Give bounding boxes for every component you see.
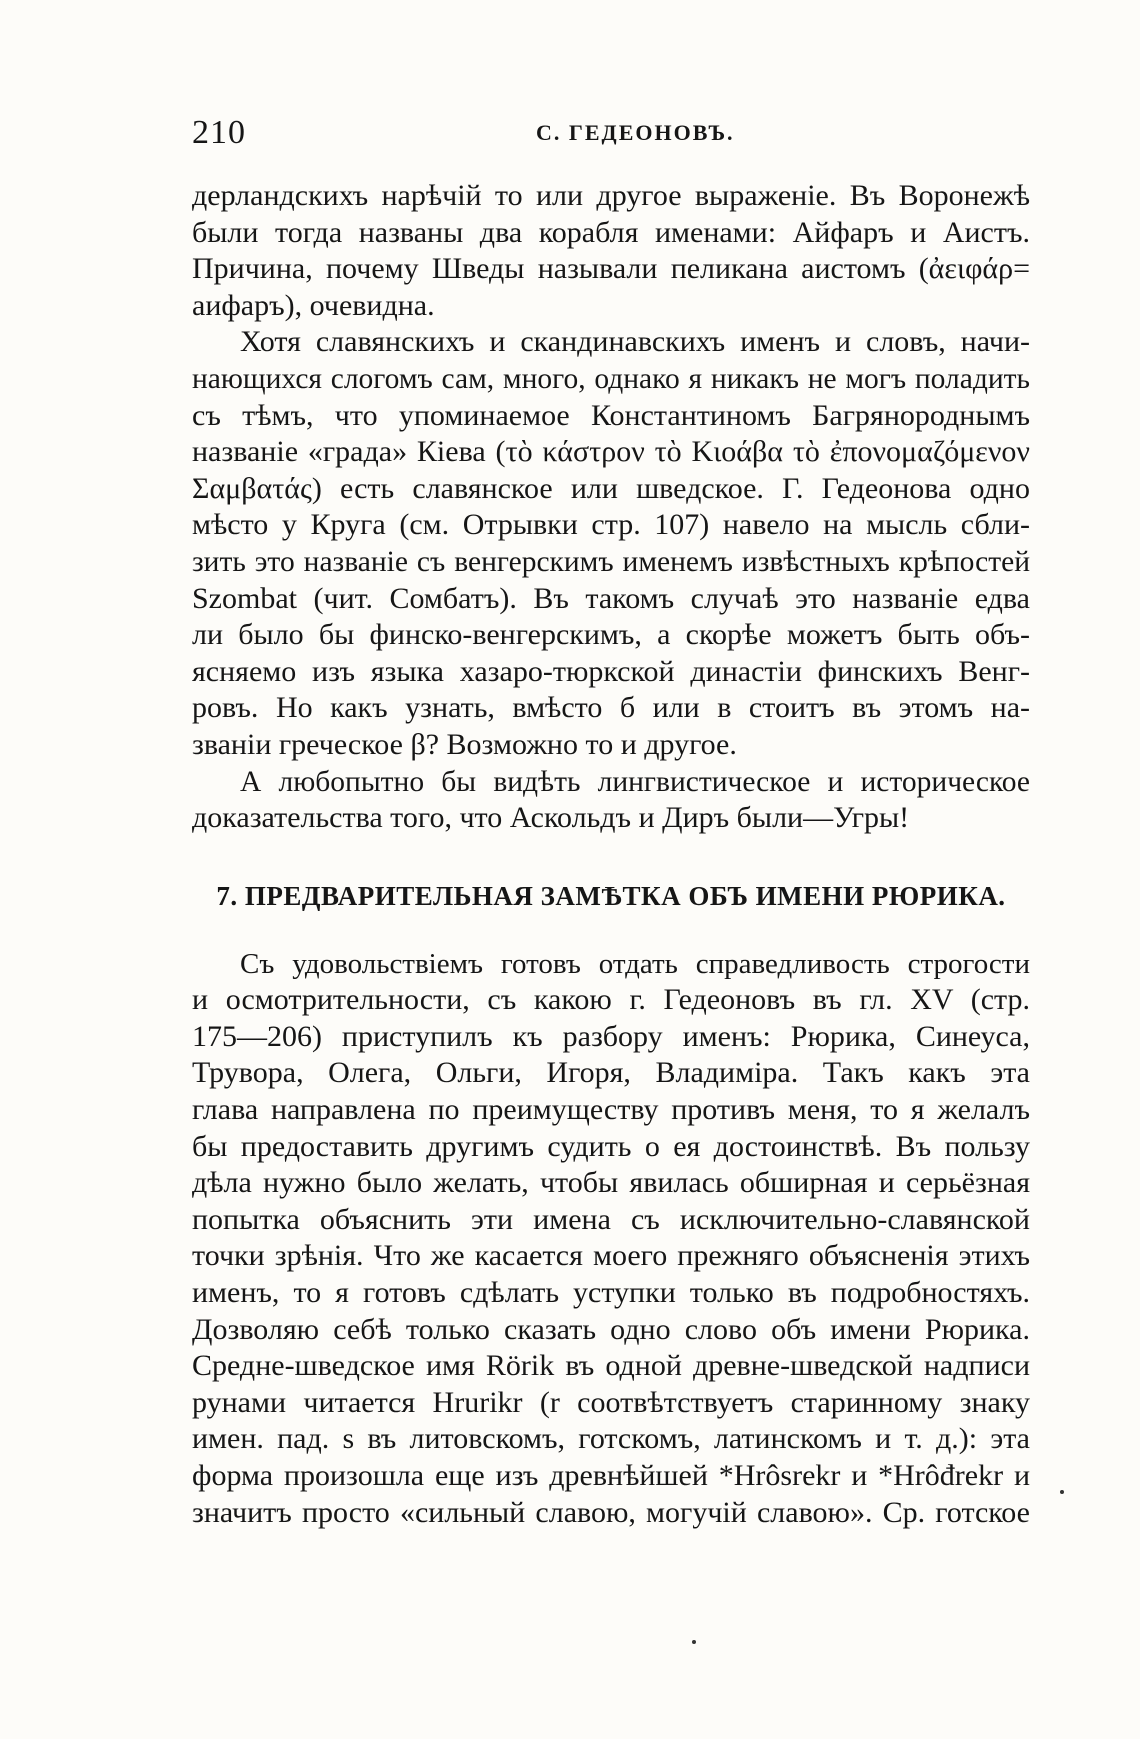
text-line: зить это названіе съ венгерскимъ именемъ извѣстныхъ крѣпостей — [192, 545, 1030, 578]
text-line: были тогда названы два корабля именами: Айфаръ и Аистъ. — [192, 215, 1030, 249]
text-line: Съ удовольствіемъ готовъ отдать справедливость строгости — [240, 947, 1030, 980]
text-line: форма произошла еще изъ древнѣйшей *Hrôsrekr и *Hrôđrekr и — [192, 1459, 1030, 1492]
text-line: названіе «града» Кіева (τὸ κάστρον τὸ Κιοάβα τὸ ἐπονομαζόμενον — [192, 435, 1030, 469]
text-line: точки зрѣнія. Что же касается моего прежняго объясненія этихъ — [192, 1239, 1030, 1273]
text-line: ясняемо изъ языка хазаро-тюркской династіи финскихъ Венг- — [192, 654, 1030, 688]
text-line: ли было бы финско-венгерскимъ, а скорѣе можетъ быть объ- — [192, 618, 1030, 652]
print-speck — [1060, 1490, 1064, 1494]
text-line: Причина, почему Шведы называли пеликана аистомъ (ἀειφάρ= — [192, 252, 1030, 286]
text-line: 175—206) приступилъ къ разбору именъ: Рюрика, Синеуса, — [192, 1019, 1030, 1053]
page-header — [192, 114, 1030, 154]
text-line: Трувора, Олега, Ольги, Игоря, Владиміра. Такъ какъ эта — [192, 1056, 1030, 1090]
paragraph-3 — [192, 764, 1030, 837]
text-line: дѣла нужно было желать, чтобы явилась обширная и серьёзная — [192, 1166, 1030, 1200]
text-line: съ тѣмъ, что упоминаемое Константиномъ Багрянороднымъ — [192, 398, 1030, 432]
section-paragraph — [192, 946, 1030, 1532]
paragraph-1 — [192, 178, 1030, 324]
text-line: рунами читается Hrurikr (r соотвѣтствуетъ старинному знаку — [192, 1385, 1030, 1419]
running-head: С. ГЕДЕОНОВЪ. — [536, 120, 735, 145]
text-line: Szombat (чит. Сомбатъ). Въ такомъ случаѣ это названіе едва — [192, 581, 1030, 615]
section-heading: 7. ПРЕДВАРИТЕЛЬНАЯ ЗАМѢТКА ОБЪ ИМЕНИ РЮРИКА. — [216, 880, 1006, 911]
page-body — [192, 178, 1030, 1531]
text-line: А любопытно бы видѣть лингвистическое и историческое — [240, 765, 1030, 798]
print-speck — [692, 1640, 696, 1644]
text-line: дерландскихъ нарѣчій то или другое выраженіе. Въ Воронежѣ — [192, 179, 1030, 212]
text-line: доказательства того, что Аскольдъ и Диръ были—Угры! — [192, 801, 910, 835]
text-line: Дозволяю себѣ только сказать одно слово объ имени Рюрика. — [192, 1312, 1030, 1346]
text-line: именъ, то я готовъ сдѣлать уступки только въ подробностяхъ. — [192, 1276, 1030, 1310]
text-line: аифаръ), очевидна. — [192, 288, 435, 322]
text-line: глава направлена по преимуществу противъ меня, то я желалъ — [192, 1093, 1030, 1127]
text-line: мѣсто у Круга (см. Отрывки стр. 107) навело на мысль сбли- — [192, 508, 1030, 542]
text-line: нающихся слогомъ сам, много, однако я никакъ не могъ поладить — [192, 362, 1030, 395]
text-line: значитъ просто «сильный славою, могучій славою». Ср. готское — [192, 1495, 1030, 1529]
text-line: и осмотрительности, съ какою г. Гедеоновъ въ гл. XV (стр. — [192, 983, 1030, 1017]
text-line: ровъ. Но какъ узнать, вмѣсто б или в стоитъ въ этомъ на- — [192, 691, 1030, 725]
page-number: 210 — [192, 114, 246, 151]
text-line: бы предоставить другимъ судить о ея достоинствѣ. Въ пользу — [192, 1129, 1030, 1163]
text-line: имен. пад. s въ литовскомъ, готскомъ, латинскомъ и т. д.): эта — [192, 1422, 1030, 1456]
text-line: Средне-шведское имя Rörik въ одной древне-шведской надписи — [192, 1349, 1030, 1383]
text-line: Хотя славянскихъ и скандинавскихъ именъ и словъ, начи- — [240, 325, 1030, 359]
paragraph-2 — [192, 324, 1030, 763]
text-line: попытка объяснить эти имена съ исключительно-славянской — [192, 1202, 1030, 1236]
text-line: Σαμβατάς) есть славянское или шведское. Г. Гедеонова одно — [192, 471, 1030, 505]
text-line: званіи греческое β? Возможно то и другое. — [192, 727, 737, 761]
